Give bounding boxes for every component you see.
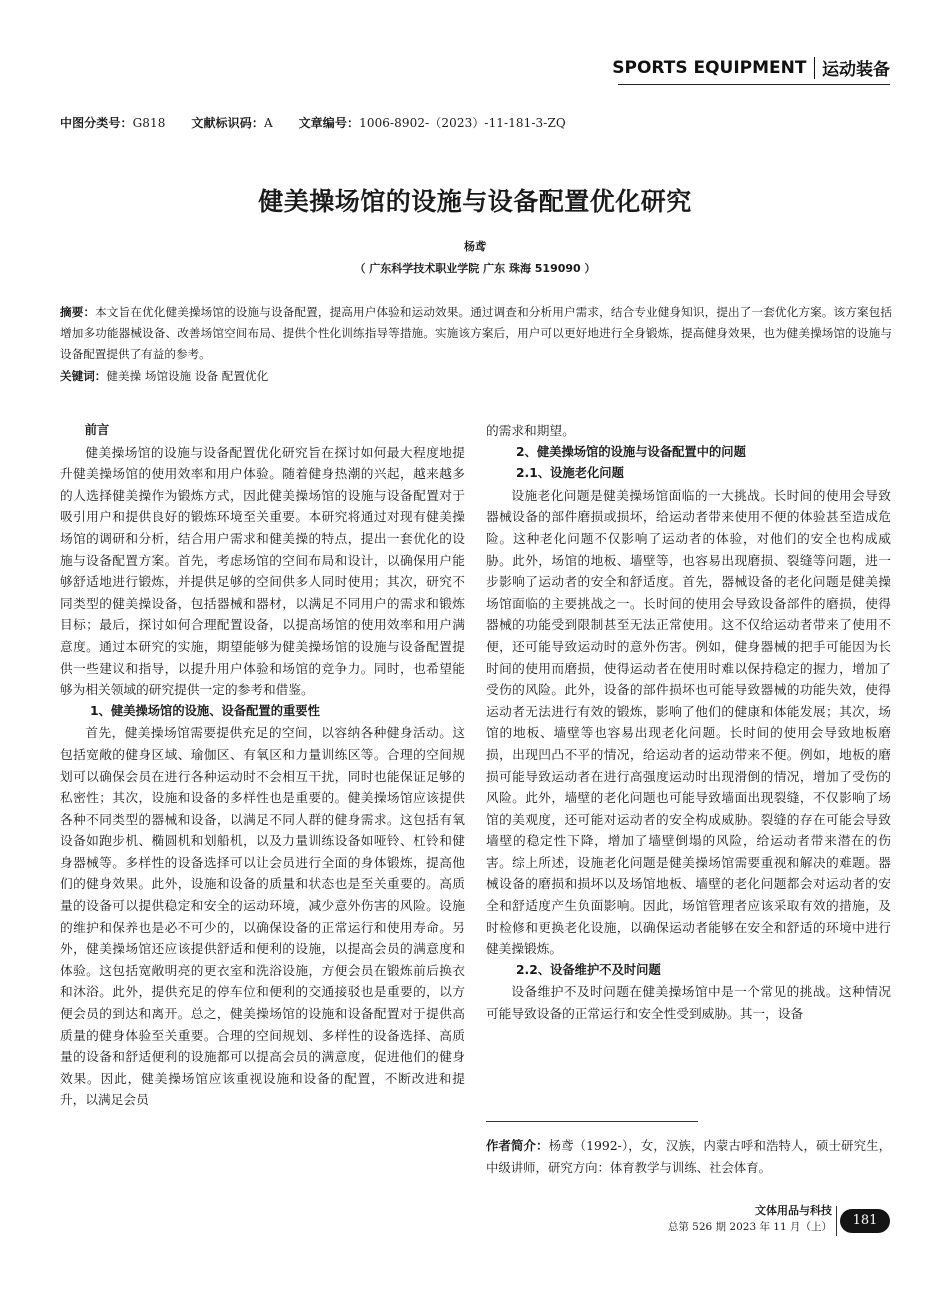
header-rule: [618, 84, 890, 85]
journal-header: [612, 55, 890, 80]
journal-section-en: SPORTS EQUIPMENT: [612, 57, 807, 78]
doc-code-value: A: [263, 116, 273, 130]
page-footer: [668, 1203, 832, 1235]
clc-label: 中图分类号：: [60, 116, 133, 130]
heading-section-2-2: 2.2、设备维护不及时问题: [516, 962, 661, 977]
footer-issue: 总第 526 期 2023 年 11 月（上）: [667, 1221, 832, 1233]
right-column: [486, 420, 891, 1025]
journal-section-zh: 运动装备: [822, 60, 890, 80]
page-number: 181: [840, 1209, 890, 1233]
paragraph-continued: 的需求和期望。: [486, 423, 575, 438]
article-number-value: 1006-8902-（2023）-11-181-3-ZQ: [359, 116, 566, 130]
footer-divider: [836, 1206, 837, 1236]
keywords-label: 关键词：: [60, 369, 107, 383]
paragraph-section-1: 首先，健美操场馆需要提供充足的空间，以容纳各种健身活动。这包括宽敞的健身区域、瑜伽区、有氧区和力量训练区等。合理的空间规划可以确保会员在进行各种运动时不会相互干扰，同时也能保证足够的私密性；其次，设施和设备的多样性也是重要的。健美操场馆应该提供各种不同类型的器械和设备，以满足不同人群的健身需求。这包括有氧设备如跑步机、椭圆机和划船机，以及力量训练设备如哑铃、杠铃和健身器械等。多样性的设备选择可以让会员进行全面的身体锻炼，提高他们的健身效果。此外，设施和设备的质量和状态也是至关重要的。高质量的设备可以提供稳定和安全的运动环境，减少意外伤害的风险。设施的维护和保养也是必不可少的，以确保设备的正常运行和使用寿命。另外，健美操场馆还应该提供舒适和便利的设施，以提高会员的满意度和体验。这包括宽敞明亮的更衣室和洗浴设施，方便会员在锻炼前后换衣和沐浴。此外，提供充足的停车位和便利的交通接驳也是重要的，以方便会员的到达和离开。总之，健美操场馆的设施和设备配置对于提供高质量的健身体验至关重要。合理的空间规划、多样性的设备选择、高质量的设备和舒适便利的设施都可以提高会员的满意度，促进他们的健身效果。因此，健美操场馆应该重视设施和设备的配置，不断改进和提升，以满足会员: [60, 725, 465, 1108]
doc-code-label: 文献标识码：: [191, 116, 264, 130]
author-note-text: 杨鸢（1992-），女，汉族，内蒙古呼和浩特人，硕士研究生，中级讲师，研究方向：体育教学与训练、社会体育。: [486, 1138, 891, 1175]
clc-value: G818: [132, 116, 166, 130]
footer-journal-name: 文体用品与科技: [755, 1204, 832, 1217]
heading-intro: 前言: [84, 423, 110, 437]
abstract-text: 本文旨在优化健美操场馆的设施与设备配置，提高用户体验和运动效果。通过调查和分析用户需求，结合专业健身知识，提出了一套优化方案。该方案包括增加多功能器械设备、改善场馆空间布局、提供个性化训练指导等措施。实施该方案后，用户可以更好地进行全身锻炼，提高健身效果，也为健美操场馆的设施与设备配置提供了有益的参考。: [60, 305, 892, 361]
abstract: [60, 302, 892, 365]
paragraph-section-2-1: 设施老化问题是健美操场馆面临的一大挑战。长时间的使用会导致器械设备的部件磨损或损坏，给运动者带来使用不便的体验甚至造成危险。这种老化问题不仅影响了运动者的体验，对他们的安全也构成威胁。此外，场馆的地板、墙壁等，也容易出现磨损、裂缝等问题，进一步影响了运动者的安全和舒适度。首先，器械设备的老化问题是健美操场馆面临的主要挑战之一。长时间的使用会导致设备部件的磨损，使得器械的功能受到限制甚至无法正常使用。这不仅给运动者带来了使用不便，还可能导致运动时的意外伤害。例如，健身器械的把手可能因为长时间的使用而磨损，使得运动者在使用时难以保持稳定的握力，增加了受伤的风险。此外，设备的部件损坏也可能导致器械的功能失效，使得运动者无法进行有效的锻炼，影响了他们的健康和体能发展；其次，场馆的地板、墙壁等也容易出现老化问题。长时间的使用会导致地板磨损，出现凹凸不平的情况，给运动者的运动带来不便。例如，地板的磨损可能导致运动者在进行高强度运动时出现滑倒的情况，增加了受伤的风险。此外，墙壁的老化问题也可能导致墙面出现裂缝，不仅影响了场馆的美观度，还可能对运动者的安全构成威胁。裂缝的存在可能会导致墙壁的稳定性下降，增加了墙壁倒塌的风险，给运动者带来潜在的伤害。综上所述，设施老化问题是健美操场馆需要重视和解决的难题。器械设备的磨损和损坏以及场馆地板、墙壁的老化问题都会对运动者的安全和舒适度产生负面影响。因此，场馆管理者应该采取有效的措施，及时检修和更换老化设施，以确保运动者能够在安全和舒适的环境中进行健美操锻炼。: [486, 487, 891, 957]
heading-section-1: 1、健美操场馆的设施、设备配置的重要性: [90, 703, 320, 718]
paragraph-section-2-2: 设备维护不及时问题在健美操场馆中是一个常见的挑战。这种情况可能导致设备的正常运行和安全性受到威胁。其一，设备: [486, 984, 891, 1022]
author-name: 杨鸢: [464, 240, 486, 253]
heading-section-2-1: 2.1、设施老化问题: [516, 466, 624, 481]
abstract-label: 摘要：: [60, 305, 96, 319]
keywords: [60, 366, 892, 387]
left-column: [60, 420, 465, 1111]
footnote-rule: [486, 1121, 698, 1122]
keywords-text: 健美操 场馆设施 设备 配置优化: [106, 369, 269, 383]
author-note: [486, 1135, 891, 1179]
classification-line: [60, 114, 566, 131]
header-divider: [814, 57, 816, 79]
paragraph-intro: 健美操场馆的设施与设备配置优化研究旨在探讨如何最大程度地提升健美操场馆的使用效率和用户体验。随着健身热潮的兴起，越来越多的人选择健美操作为锻炼方式，因此健美操场馆的设施与设备配置对于吸引用户和提供良好的锻炼环境至关重要。本研究将通过对现有健美操场馆的调研和分析，结合用户需求和健美操的特点，提出一套优化的设施与设备配置方案。首先，考虑场馆的空间布局和设计，以确保用户能够舒适地进行锻炼，并提供足够的空间供多人同时使用；其次，研究不同类型的健美操设备，包括器械和器材，以满足不同用户的需求和锻炼目标；最后，探讨如何合理配置设备，以提高场馆的使用效率和用户满意度。通过本研究的实施，期望能够为健美操场馆的设施与设备配置提供一些建议和指导，以提升用户体验和场馆的竞争力。同时，也希望能够为相关领域的研究提供一定的参考和借鉴。: [60, 444, 465, 698]
author-affiliation: （ 广东科学技术职业学院 广东 珠海 519090 ）: [354, 262, 596, 275]
article-number-label: 文章编号：: [298, 116, 360, 130]
heading-section-2: 2、健美操场馆的设施与设备配置中的问题: [516, 444, 746, 459]
paper-title: 健美操场馆的设施与设备配置优化研究: [258, 187, 692, 216]
author-note-label: 作者简介：: [486, 1138, 549, 1153]
